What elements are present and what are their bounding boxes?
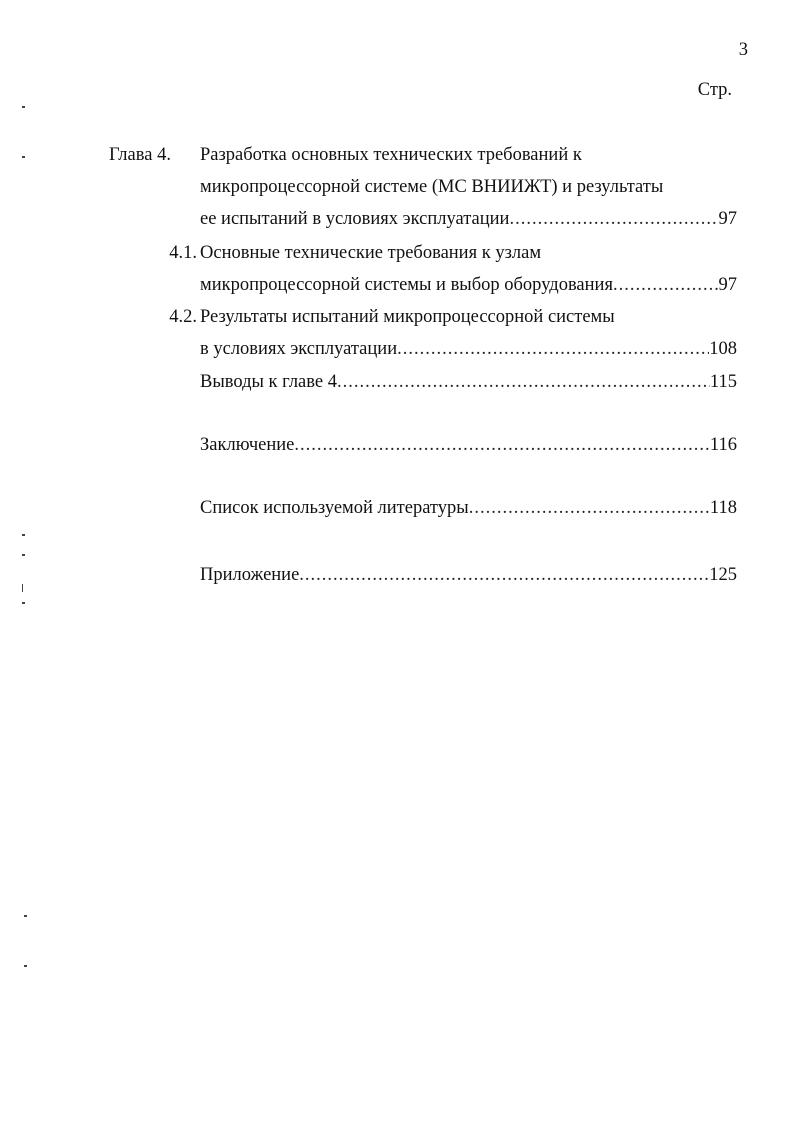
leader-dots	[299, 566, 709, 585]
page-column-label: Стр.	[697, 80, 732, 100]
entry-page: 118	[709, 498, 737, 518]
scan-mark	[24, 965, 27, 967]
scan-mark	[22, 534, 25, 536]
section-title-line-2	[200, 276, 737, 295]
entry-page: 115	[709, 372, 737, 392]
scan-mark	[24, 915, 27, 917]
scan-mark	[22, 156, 25, 158]
section-number: 4.2.	[169, 307, 197, 327]
section-title-line-2	[200, 340, 737, 359]
leader-dots	[397, 340, 709, 359]
entry-label: Приложение	[200, 565, 300, 585]
leader-dots	[337, 373, 710, 392]
toc-entry-conclusions	[200, 373, 737, 392]
leader-dots	[294, 436, 710, 455]
toc-entry	[200, 436, 737, 455]
section-page: 97	[718, 275, 737, 295]
entry-page: 125	[709, 565, 737, 585]
chapter-title-line-1: Разработка основных технических требований к	[200, 145, 582, 165]
scan-mark	[22, 584, 23, 592]
chapter-title-last: ее испытаний в условиях эксплуатации	[200, 209, 510, 229]
scan-mark	[22, 554, 25, 556]
entry-page: 116	[709, 435, 737, 455]
entry-label: Выводы к главе 4	[200, 372, 337, 392]
chapter-title-line-2: микропроцессорной системе (МС ВНИИЖТ) и результаты	[200, 177, 664, 197]
chapter-page: 97	[718, 209, 737, 229]
leader-dots	[469, 499, 710, 518]
section-title-line-1: Основные технические требования к узлам	[200, 243, 542, 263]
page-number: 3	[738, 40, 748, 60]
section-title-line-1: Результаты испытаний микропроцессорной системы	[200, 307, 615, 327]
scan-mark	[22, 106, 25, 108]
section-title-last: в условиях эксплуатации	[200, 339, 398, 359]
section-page: 108	[709, 339, 737, 359]
scan-mark	[22, 602, 25, 604]
chapter-number: Глава 4.	[109, 145, 171, 165]
entry-label: Заключение	[200, 435, 295, 455]
entry-label: Список используемой литературы	[200, 498, 469, 518]
chapter-title-line-3	[200, 210, 737, 229]
section-title-last: микропроцессорной системы и выбор оборудования	[200, 275, 613, 295]
toc-entry	[200, 499, 737, 518]
toc-entry	[200, 566, 737, 585]
leader-dots	[509, 210, 718, 229]
section-number: 4.1.	[169, 243, 197, 263]
leader-dots	[613, 276, 719, 295]
